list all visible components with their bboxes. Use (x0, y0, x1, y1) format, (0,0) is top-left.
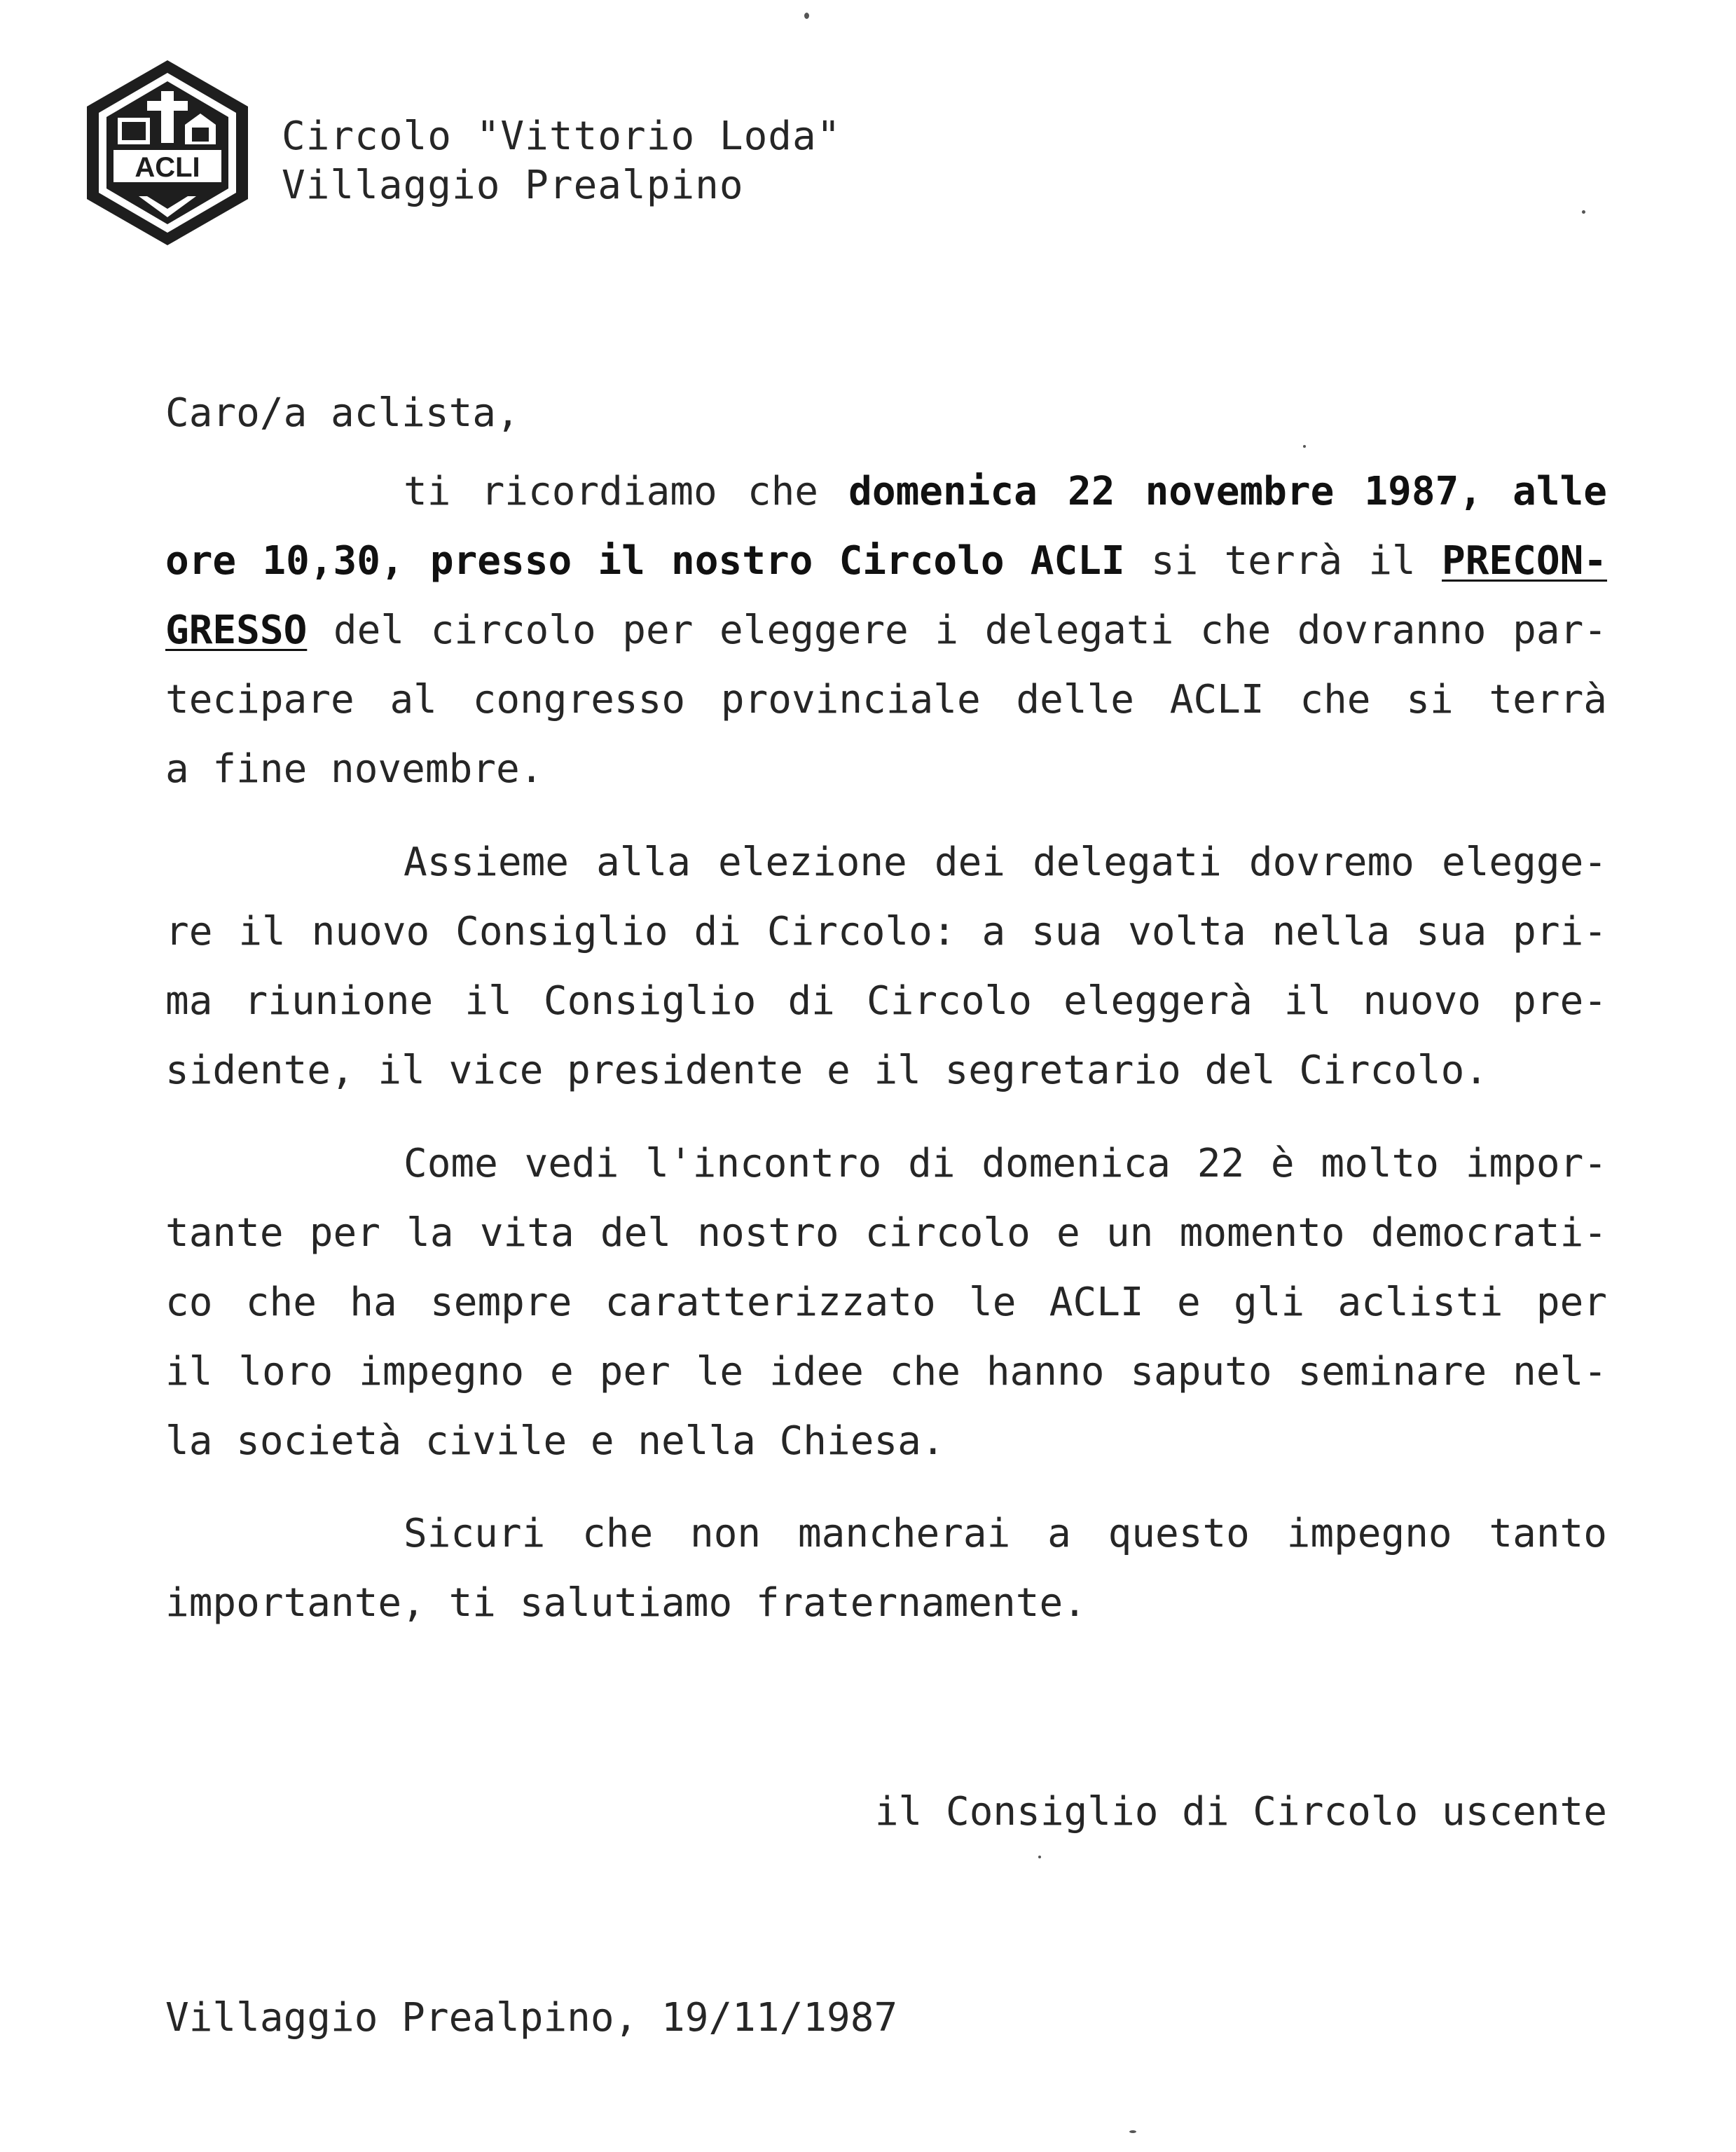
scan-speck (1582, 210, 1585, 214)
paragraph-line: sidente, il vice presidente e il segretario del Circolo. (165, 1048, 1489, 1093)
paragraph-line: il loro impegno e per le idee che hanno saputo seminare nel- (165, 1349, 1607, 1394)
text-span: ti ricordiamo che (404, 469, 849, 514)
meeting-time-emphasis: ore 10,30, presso il nostro Circolo ACLI (165, 538, 1125, 584)
letterhead-organization: Circolo "Vittorio Loda" (282, 114, 841, 159)
paragraph-line: tecipare al congresso provinciale delle ACLI che si terrà (165, 677, 1607, 722)
paragraph-3 (165, 1129, 1607, 1476)
paragraph-line: co che ha sempre caratterizzato le ACLI e gli aclisti per (165, 1280, 1607, 1325)
text-span: del circolo per eleggere i delegati che dovranno par- (307, 608, 1607, 653)
paragraph-line: re il nuovo Consiglio di Circolo: a sua volta nella sua pri- (165, 909, 1607, 954)
paragraph-line (165, 457, 1607, 526)
meeting-date-emphasis: domenica 22 novembre 1987, alle (848, 469, 1607, 514)
letterhead-location: Villaggio Prealpino (282, 163, 744, 208)
paragraph-line: la società civile e nella Chiesa. (165, 1418, 945, 1464)
paragraph-1 (165, 457, 1607, 804)
acli-logo-icon (83, 57, 252, 248)
precongresso-emphasis: PRECON- (1442, 538, 1608, 584)
scan-speck (1038, 1856, 1041, 1858)
paragraph-line (165, 596, 1607, 665)
salutation: Caro/a aclista, (165, 390, 520, 436)
text-span: si terrà il (1124, 538, 1442, 584)
paragraph-line: ma riunione il Consiglio di Circolo eleggerà il nuovo pre- (165, 978, 1607, 1024)
letterhead (282, 112, 841, 210)
paragraph-line: a fine novembre. (165, 746, 544, 792)
precongresso-emphasis-end: GRESSO (165, 608, 308, 653)
paragraph-2 (165, 828, 1607, 1105)
paragraph-line: importante, ti salutiamo fraternamente. (165, 1580, 1087, 1626)
signature: il Consiglio di Circolo uscente (874, 1789, 1607, 1835)
scan-speck (1303, 445, 1306, 448)
paragraph-line (165, 526, 1607, 596)
place-date: Villaggio Prealpino, 19/11/1987 (165, 1995, 898, 2041)
logo-text: ACLI (135, 152, 200, 183)
paragraph-line: Sicuri che non mancherai a questo impegno tanto (404, 1511, 1607, 1556)
scan-speck (804, 13, 809, 19)
paragraph-line: tante per la vita del nostro circolo e un momento democrati- (165, 1210, 1607, 1256)
paragraph-line: Assieme alla elezione dei delegati dovremo elegge- (404, 839, 1607, 885)
scan-speck (1129, 2130, 1136, 2133)
paragraph-4 (165, 1499, 1607, 1638)
paragraph-line: Come vedi l'incontro di domenica 22 è molto impor- (404, 1141, 1607, 1186)
